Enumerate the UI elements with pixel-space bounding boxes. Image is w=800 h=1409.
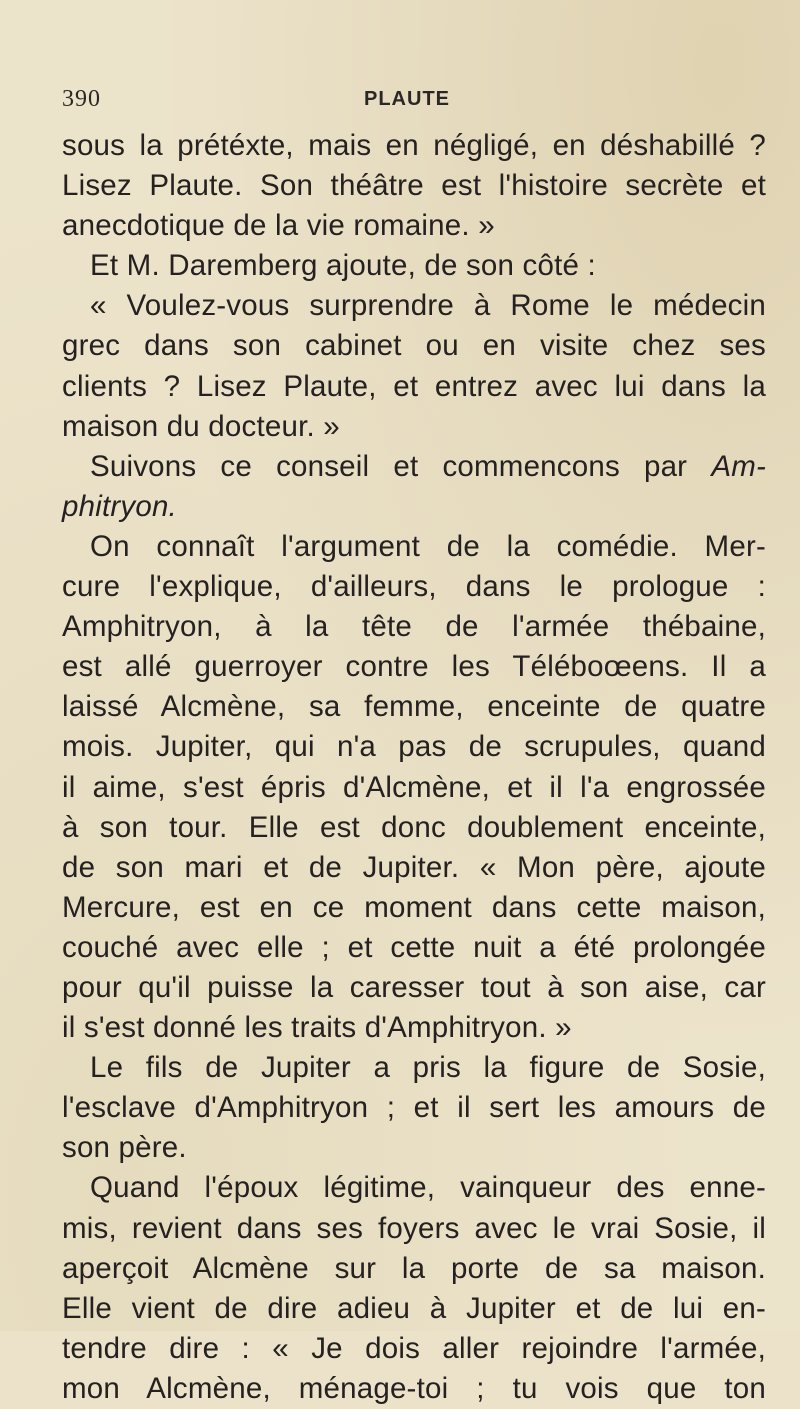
text-line: clients ? Lisez Plaute, et entrez avec lui dans la [62,369,766,403]
text-line: laissé Alcmène, sa femme, enceinte de quatre [62,690,766,724]
text-line: On connaît l'argument de la comédie. Mer- [90,529,766,563]
text-line: « Voulez-vous surprendre à Rome le médecin [90,289,766,323]
text-line: pour qu'il puisse la caresser tout à son aise, car [62,970,766,1004]
text-line: cure l'explique, d'ailleurs, dans le prologue : [62,570,766,604]
text-line [62,447,766,487]
running-head: PLAUTE [364,88,450,110]
text-line: son père. [62,1131,187,1165]
text-line: tendre dire : « Je dois aller rejoindre l'armée, [62,1331,766,1365]
text-line: à son tour. Elle est donc doublement enceinte, [62,810,766,844]
text-line: mois. Jupiter, qui n'a pas de scrupules, quand [62,730,766,764]
text-line: grec dans son cabinet ou en visite chez ses [62,329,766,363]
text-line: Lisez Plaute. Son théâtre est l'histoire secrète et [62,169,766,203]
text-line: maison du docteur. » [62,409,340,443]
italic-text-run: Am- [711,449,766,483]
text-line: Elle vient de dire adieu à Jupiter et de lui en- [62,1291,766,1325]
body-text [62,126,766,1409]
text-line: est allé guerroyer contre les Téléboœens. Il a [62,650,766,684]
text-line: aperçoit Alcmène sur la porte de sa maison. [62,1251,766,1285]
text-line: Le fils de Jupiter a pris la figure de Sosie, [90,1051,766,1085]
text-run: Suivons ce conseil et commencons par [90,449,688,483]
text-line: sous la prétéxte, mais en négligé, en déshabillé ? [62,129,766,162]
text-line: mon Alcmène, ménage-toi ; tu vois que ton [62,1371,766,1405]
text-line: il s'est donné les traits d'Amphitryon. » [62,1011,572,1045]
text-line: Quand l'époux légitime, vainqueur des enne- [90,1171,766,1205]
text-line: il aime, s'est épris d'Alcmène, et il l'a engrossée [62,770,766,804]
text-line: phitryon. [62,489,177,523]
text-line: couché avec elle ; et cette nuit a été prolongée [62,930,766,964]
text-line: l'esclave d'Amphitryon ; et il sert les amours de [62,1091,766,1125]
text-line: Mercure, est en ce moment dans cette maison, [62,890,766,924]
text-line: anecdotique de la vie romaine. » [62,209,495,243]
text-line: Amphitryon, à la tête de l'armée thébaine, [62,610,766,644]
text-line: Et M. Daremberg ajoute, de son côté : [90,249,596,283]
text-line: de son mari et de Jupiter. « Mon père, ajoute [62,850,766,884]
page-header [62,86,752,126]
text-line: mis, revient dans ses foyers avec le vrai Sosie, il [62,1211,766,1245]
page-number: 390 [62,86,101,112]
